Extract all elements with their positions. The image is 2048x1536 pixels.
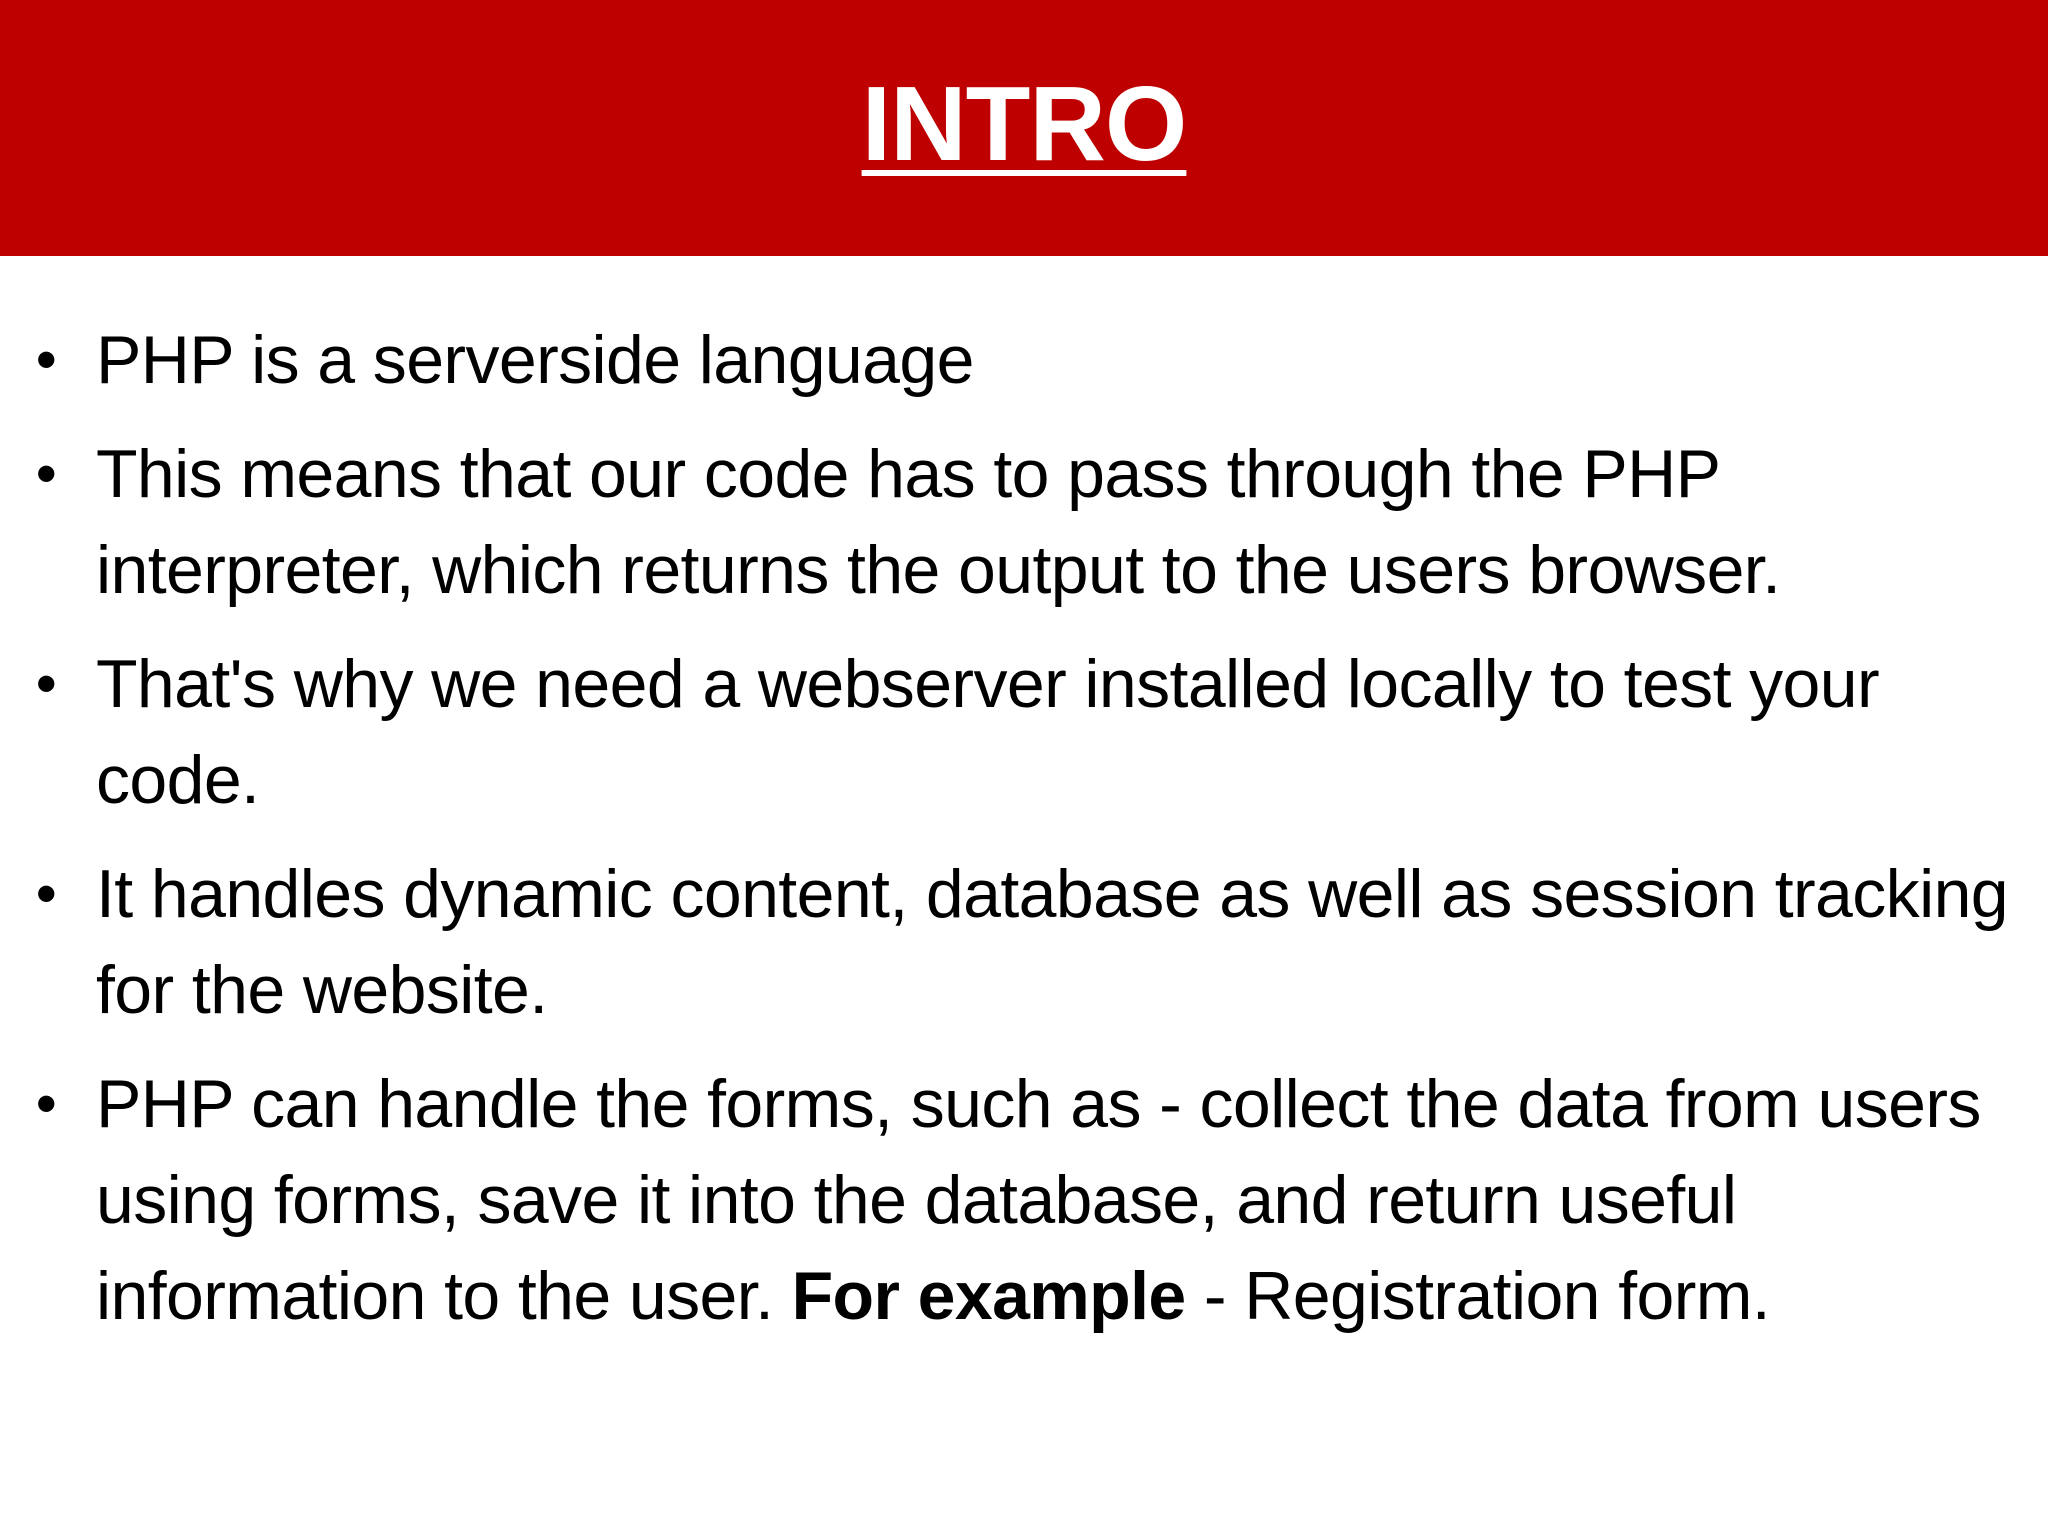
bullet-item [0, 312, 2040, 408]
bullet-item [0, 636, 2040, 828]
bullet-list [0, 312, 2040, 1362]
bullet-text-before: PHP can handle the forms, such as - collect the data from users using forms, save it into the database, and return useful information to the user. [96, 1066, 1981, 1334]
bullet-icon: • [35, 440, 57, 507]
bullet-text-after: - Registration form. [1185, 1258, 1771, 1334]
bullet-icon: • [35, 650, 57, 717]
bullet-item [0, 426, 2040, 618]
bullet-bold-text: For example [791, 1258, 1186, 1334]
bullet-item [0, 1056, 2040, 1344]
bullet-text: That's why we need a webserver installed locally to test your code. [96, 646, 1880, 818]
title-bar [0, 0, 2048, 256]
bullet-icon: • [35, 326, 57, 393]
bullet-icon: • [35, 860, 57, 927]
bullet-text: It handles dynamic content, database as well as session tracking for the website. [96, 856, 2009, 1028]
bullet-icon: • [35, 1070, 57, 1137]
slide-title: INTRO [861, 65, 1187, 183]
bullet-item [0, 846, 2040, 1038]
bullet-text: This means that our code has to pass through the PHP interpreter, which returns the output to the users browser. [96, 436, 1781, 608]
bullet-text: PHP is a serverside language [96, 322, 974, 398]
